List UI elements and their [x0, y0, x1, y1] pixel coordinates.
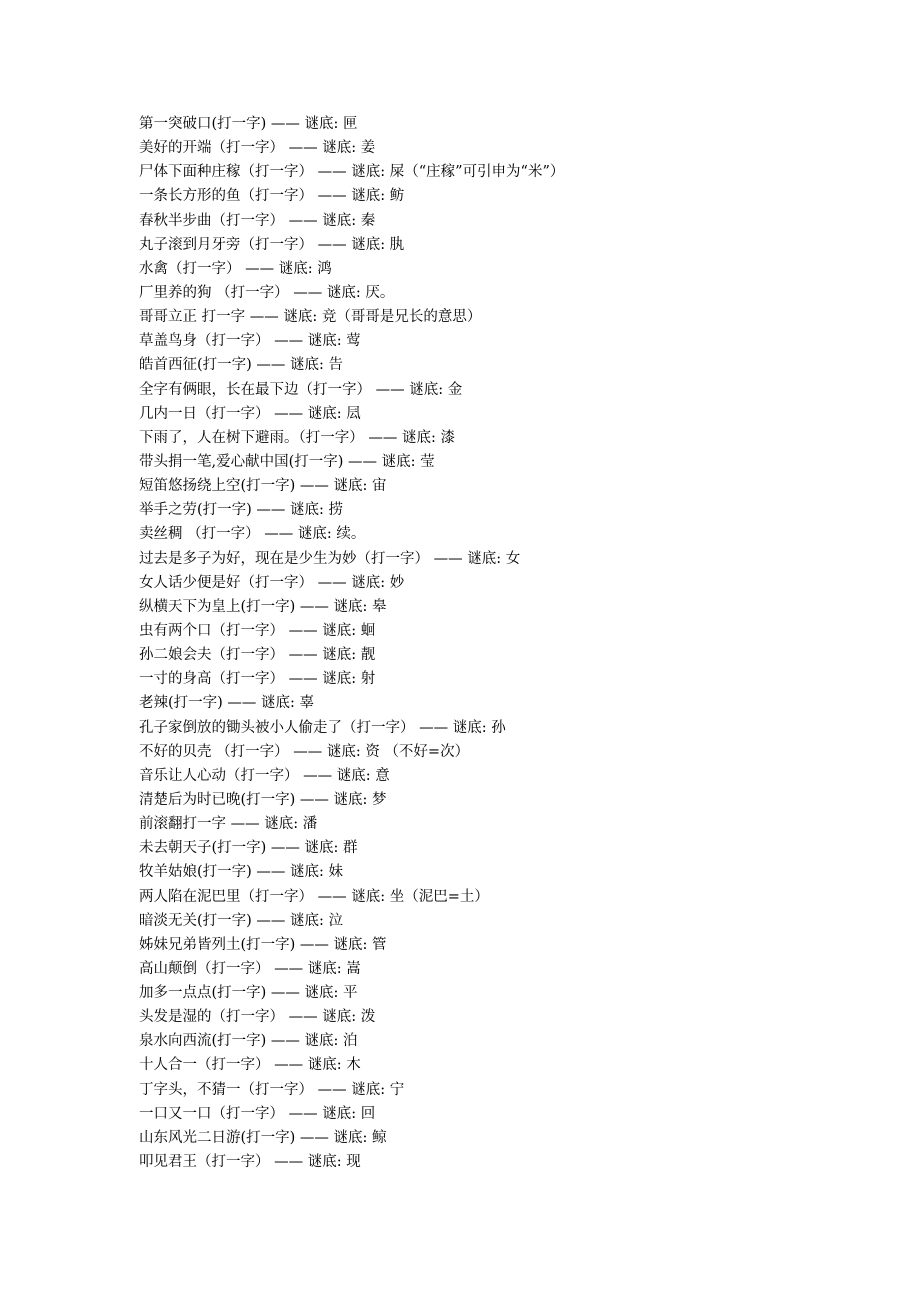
riddle-list	[139, 112, 564, 1174]
riddle-line: 老辣(打一字) —— 谜底: 辜	[139, 695, 315, 712]
riddle-line: 丁字头，不猜一（打一字） —— 谜底: 宁	[139, 1081, 405, 1098]
riddle-line: 女人话少便是好（打一字） —— 谜底: 妙	[139, 574, 405, 591]
riddle-line: 短笛悠扬绕上空(打一字) —— 谜底: 宙	[139, 478, 387, 495]
riddle-line: 第一突破口(打一字) —— 谜底: 匣	[139, 116, 358, 132]
riddle-line: 不好的贝壳 （打一字） —— 谜底: 资 （不好=次）	[139, 743, 470, 760]
riddle-line: 带头捐一笔,爱心献中国(打一字) —— 谜底: 莹	[139, 453, 435, 470]
riddle-line: 孙二娘会夫（打一字） —— 谜底: 靓	[139, 647, 376, 664]
riddle-line: 头发是湿的（打一字） —— 谜底: 泼	[139, 1009, 376, 1026]
riddle-line: 春秋半步曲（打一字） —— 谜底: 秦	[139, 212, 376, 229]
riddle-line: 举手之劳(打一字) —— 谜底: 捞	[139, 502, 344, 519]
riddle-line: 下雨了，人在树下避雨。（打一字） —— 谜底: 漆	[139, 429, 455, 446]
riddle-line: 几内一日（打一字） —— 谜底: 凨	[139, 405, 361, 422]
riddle-line: 全字有俩眼，长在最下边（打一字） —— 谜底: 金	[139, 381, 463, 398]
riddle-line: 哥哥立正 打一字 —— 谜底: 竞（哥哥是兄长的意思）	[139, 309, 482, 326]
riddle-line: 清楚后为时已晚(打一字) —— 谜底: 梦	[139, 791, 387, 808]
riddle-line: 一口又一口（打一字） —— 谜底: 回	[139, 1105, 376, 1122]
riddle-line: 暗淡无关(打一字) —— 谜底: 泣	[139, 912, 344, 929]
riddle-line: 水禽（打一字） —— 谜底: 鸿	[139, 260, 332, 277]
riddle-line: 音乐让人心动（打一字） —— 谜底: 意	[139, 767, 390, 784]
riddle-line: 山东风光二日游(打一字) —— 谜底: 鲸	[139, 1129, 387, 1146]
riddle-line: 卖丝稠 （打一字） —— 谜底: 续。	[139, 526, 366, 543]
riddle-line: 叩见君王（打一字） —— 谜底: 现	[139, 1154, 361, 1171]
riddle-line: 草盖鸟身（打一字） —— 谜底: 莺	[139, 333, 361, 350]
riddle-line: 加多一点点(打一字) —— 谜底: 平	[139, 985, 358, 1002]
riddle-line: 高山颠倒（打一字） —— 谜底: 嵩	[139, 960, 361, 977]
riddle-line: 美好的开端（打一字） —— 谜底: 姜	[139, 140, 376, 157]
riddle-line: 虫有两个口（打一字） —— 谜底: 蛔	[139, 622, 376, 639]
riddle-line: 尸体下面种庄稼（打一字） —— 谜底: 屎（“庄稼”可引申为“米”）	[139, 164, 565, 181]
riddle-line: 丸子滚到月牙旁（打一字） —— 谜底: 肒	[139, 236, 405, 253]
riddle-line: 孔子家倒放的锄头被小人偷走了（打一字） —— 谜底: 孙	[139, 719, 506, 736]
riddle-line: 厂里养的狗 （打一字） —— 谜底: 厌。	[139, 284, 395, 301]
riddle-line: 十人合一（打一字） —— 谜底: 木	[139, 1057, 361, 1074]
riddle-line: 皓首西征(打一字) —— 谜底: 告	[139, 357, 344, 374]
riddle-line: 过去是多子为好，现在是少生为妙（打一字） —— 谜底: 女	[139, 550, 521, 567]
riddle-line: 一寸的身高（打一字） —— 谜底: 射	[139, 671, 376, 688]
riddle-line: 泉水向西流(打一字) —— 谜底: 泊	[139, 1033, 358, 1050]
riddle-line: 牧羊姑娘(打一字) —— 谜底: 妹	[139, 864, 344, 881]
riddle-line: 前滚翻打一字 —— 谜底: 潘	[139, 816, 318, 833]
riddle-line: 纵横天下为皇上(打一字) —— 谜底: 皋	[139, 598, 387, 615]
riddle-line: 两人陷在泥巴里（打一字） —— 谜底: 坐（泥巴=土）	[139, 888, 489, 905]
riddle-line: 一条长方形的鱼（打一字） —— 谜底: 鲂	[139, 188, 405, 205]
riddle-line: 未去朝天子(打一字) —— 谜底: 群	[139, 840, 358, 857]
riddle-line: 姊妹兄弟皆列土(打一字) —— 谜底: 管	[139, 936, 387, 953]
